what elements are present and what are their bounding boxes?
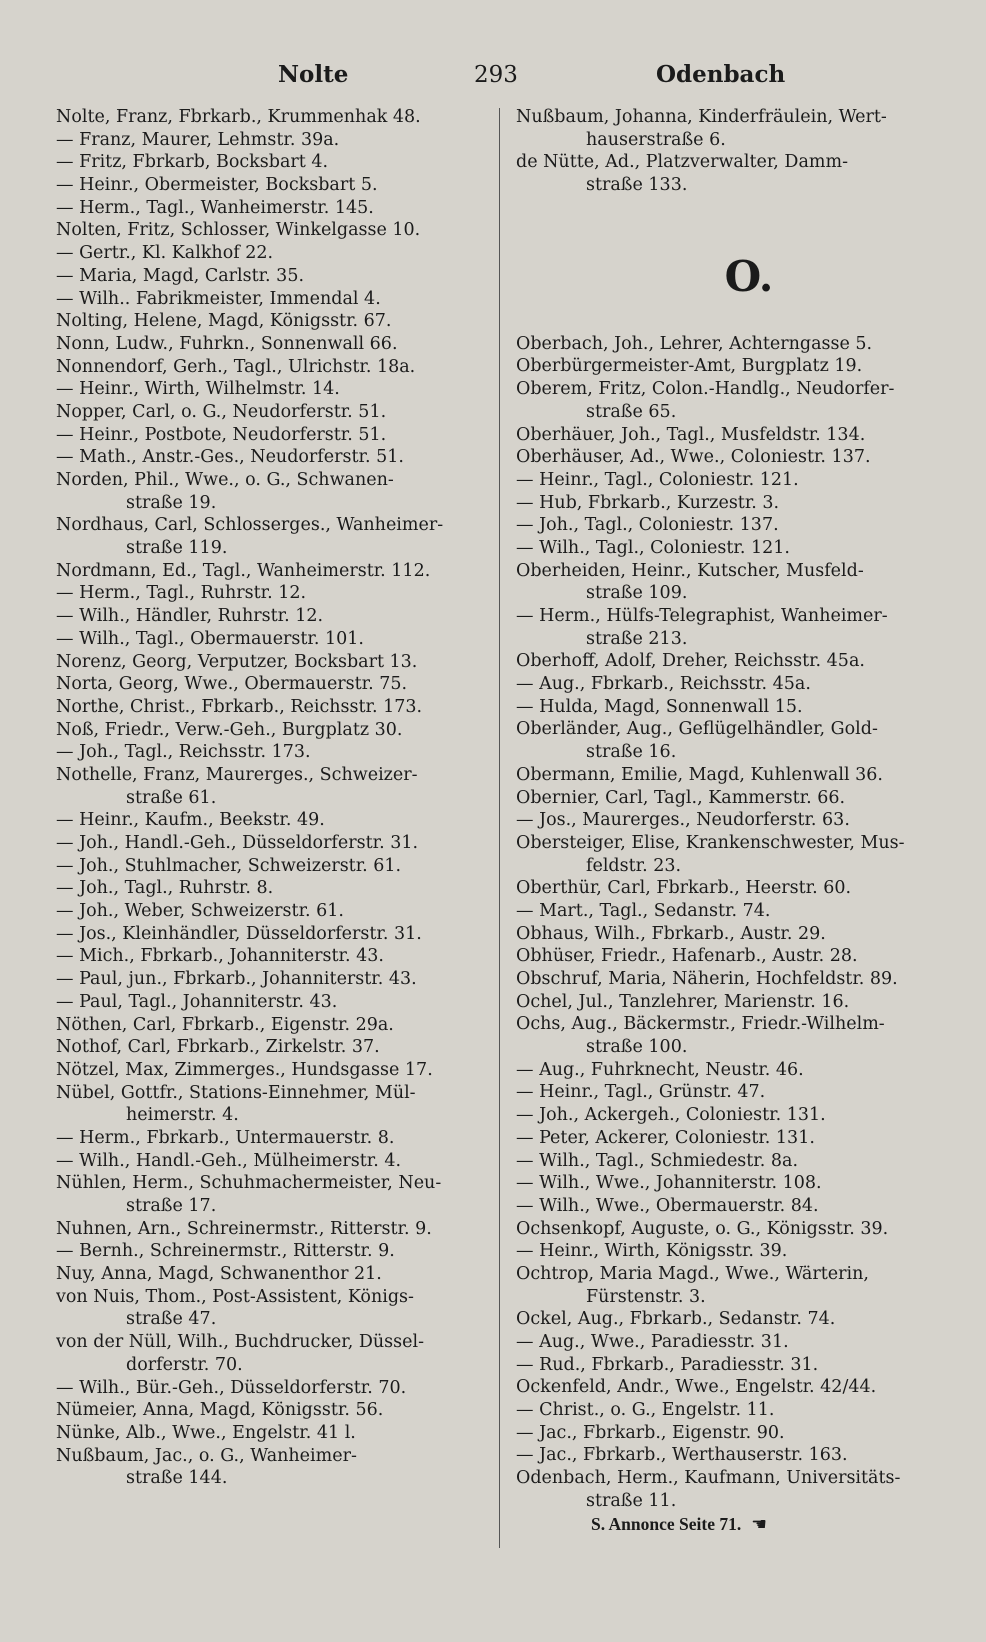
directory-entry: Oberhäuer, Joh., Tagl., Musfeldstr. 134. bbox=[516, 424, 866, 445]
column-divider bbox=[499, 108, 500, 1548]
directory-entry: — Christ., o. G., Engelstr. 11. bbox=[516, 1400, 775, 1421]
directory-entry: straße 100. bbox=[586, 1037, 688, 1058]
directory-entry: Norta, Georg, Wwe., Obermauerstr. 75. bbox=[56, 674, 408, 695]
directory-entry: — Aug., Fuhrknecht, Neustr. 46. bbox=[516, 1059, 804, 1080]
directory-entry: Oberländer, Aug., Geflügelhändler, Gold- bbox=[516, 719, 878, 740]
directory-entry: Oberhäuser, Ad., Wwe., Coloniestr. 137. bbox=[516, 447, 871, 468]
directory-entry: Ockenfeld, Andr., Wwe., Engelstr. 42/44. bbox=[516, 1377, 877, 1398]
annonce-reference bbox=[516, 1513, 982, 1536]
left-column bbox=[56, 106, 484, 1556]
right-column bbox=[516, 106, 982, 1556]
directory-entry: — Paul, jun., Fbrkarb., Johanniterstr. 43. bbox=[56, 969, 417, 990]
directory-entry: Ochs, Aug., Bäckermstr., Friedr.-Wilhelm- bbox=[516, 1014, 885, 1035]
header-right-keyword: Odenbach bbox=[656, 61, 786, 88]
directory-entry: — Gertr., Kl. Kalkhof 22. bbox=[56, 243, 274, 264]
directory-entry: — Joh., Handl.-Geh., Düsseldorferstr. 31. bbox=[56, 833, 419, 853]
directory-entry: dorferstr. 70. bbox=[126, 1354, 243, 1375]
directory-entry: Nopper, Carl, o. G., Neudorferstr. 51. bbox=[56, 401, 387, 422]
directory-entry: — Wilh., Tagl., Schmiedestr. 8a. bbox=[516, 1150, 799, 1171]
directory-entry: Nolting, Helene, Magd, Königsstr. 67. bbox=[56, 311, 392, 332]
directory-entry: straße 19. bbox=[126, 492, 217, 513]
directory-entry: Nolte, Franz, Fbrkarb., Krummenhak 48. bbox=[56, 107, 421, 127]
directory-entry: Norenz, Georg, Verputzer, Bocksbart 13. bbox=[56, 651, 418, 672]
directory-entry: hauserstraße 6. bbox=[586, 129, 726, 150]
directory-entry: Oberhoff, Adolf, Dreher, Reichsstr. 45a. bbox=[516, 651, 865, 672]
directory-entry: — Heinr., Kaufm., Beekstr. 49. bbox=[56, 810, 325, 831]
directory-entry: Obhaus, Wilh., Fbrkarb., Austr. 29. bbox=[516, 923, 826, 944]
directory-entry: — Wilh., Wwe., Johanniterstr. 108. bbox=[516, 1173, 822, 1194]
directory-entry: straße 119. bbox=[126, 538, 228, 559]
directory-entry: straße 11. bbox=[586, 1490, 677, 1511]
directory-entry: Nordmann, Ed., Tagl., Wanheimerstr. 112. bbox=[56, 560, 431, 581]
directory-entry: — Mart., Tagl., Sedanstr. 74. bbox=[516, 900, 771, 921]
directory-entry: — Jac., Fbrkarb., Eigenstr. 90. bbox=[516, 1422, 785, 1443]
directory-entry: — Wilh., Tagl., Coloniestr. 121. bbox=[516, 537, 790, 558]
right-column-continuation bbox=[516, 106, 982, 197]
directory-entry: — Aug., Wwe., Paradiesstr. 31. bbox=[516, 1332, 789, 1352]
directory-entry: — Jos., Kleinhändler, Düsseldorferstr. 31. bbox=[56, 923, 422, 944]
directory-entry: Nümeier, Anna, Magd, Königsstr. 56. bbox=[56, 1400, 384, 1421]
directory-entry: Obermann, Emilie, Magd, Kuhlenwall 36. bbox=[516, 764, 883, 785]
directory-entry: Oberheiden, Heinr., Kutscher, Musfeld- bbox=[516, 560, 864, 581]
directory-entry: Nötzel, Max, Zimmerges., Hundsgasse 17. bbox=[56, 1059, 433, 1080]
directory-entry: straße 144. bbox=[126, 1468, 228, 1489]
directory-entry: — Heinr., Wirth, Wilhelmstr. 14. bbox=[56, 379, 340, 400]
directory-entry: — Jac., Fbrkarb., Werthauserstr. 163. bbox=[516, 1445, 848, 1466]
directory-entry: — Aug., Fbrkarb., Reichsstr. 45a. bbox=[516, 674, 811, 695]
directory-entry: Ochsenkopf, Auguste, o. G., Königsstr. 39. bbox=[516, 1218, 889, 1239]
page-number: 293 bbox=[474, 62, 518, 88]
directory-entry: — Paul, Tagl., Johanniterstr. 43. bbox=[56, 991, 338, 1012]
directory-entry: Nuhnen, Arn., Schreinermstr., Ritterstr. 9. bbox=[56, 1218, 432, 1239]
directory-entry: Oberbach, Joh., Lehrer, Achterngasse 5. bbox=[516, 333, 873, 354]
directory-entry: — Herm., Tagl., Ruhrstr. 12. bbox=[56, 583, 307, 604]
directory-entry: straße 65. bbox=[586, 401, 677, 422]
directory-entry: — Heinr., Postbote, Neudorferstr. 51. bbox=[56, 424, 387, 445]
directory-entry: straße 16. bbox=[586, 742, 677, 763]
page-header bbox=[0, 58, 986, 92]
directory-entry: Noß, Friedr., Verw.-Geh., Burgplatz 30. bbox=[56, 719, 403, 740]
directory-entry: Nünke, Alb., Wwe., Engelstr. 41 l. bbox=[56, 1422, 356, 1443]
directory-entry: Fürstenstr. 3. bbox=[586, 1286, 706, 1307]
directory-entry: Oberthür, Carl, Fbrkarb., Heerstr. 60. bbox=[516, 878, 852, 899]
directory-entry: — Hub, Fbrkarb., Kurzestr. 3. bbox=[516, 492, 780, 513]
directory-entry: — Rud., Fbrkarb., Paradiesstr. 31. bbox=[516, 1354, 819, 1375]
directory-entry: — Herm., Tagl., Wanheimerstr. 145. bbox=[56, 197, 374, 218]
directory-entry: straße 133. bbox=[586, 175, 688, 196]
pointing-hand-icon: ☚ bbox=[751, 1513, 767, 1534]
directory-entry: Ochtrop, Maria Magd., Wwe., Wärterin, bbox=[516, 1263, 869, 1284]
directory-entry: Nonnendorf, Gerh., Tagl., Ulrichstr. 18a. bbox=[56, 356, 416, 377]
directory-entry: — Peter, Ackerer, Coloniestr. 131. bbox=[516, 1127, 815, 1148]
directory-entry: Nuy, Anna, Magd, Schwanenthor 21. bbox=[56, 1264, 382, 1285]
directory-entry: Obschruf, Maria, Näherin, Hochfeldstr. 89. bbox=[516, 969, 898, 989]
directory-entry: — Hulda, Magd, Sonnenwall 15. bbox=[516, 696, 803, 717]
directory-entry: — Wilh., Händler, Ruhrstr. 12. bbox=[56, 606, 324, 627]
directory-entry: — Maria, Magd, Carlstr. 35. bbox=[56, 265, 305, 286]
directory-entry: feldstr. 23. bbox=[586, 855, 682, 876]
directory-entry: — Herm., Hülfs-Telegraphist, Wanheimer- bbox=[516, 606, 888, 626]
directory-entry: — Heinr., Tagl., Coloniestr. 121. bbox=[516, 469, 799, 490]
directory-entry: Nothof, Carl, Fbrkarb., Zirkelstr. 37. bbox=[56, 1037, 380, 1058]
directory-entry: — Joh., Tagl., Reichsstr. 173. bbox=[56, 742, 311, 763]
directory-entry: von Nuis, Thom., Post-Assistent, Königs- bbox=[56, 1286, 414, 1307]
directory-entry: — Wilh., Bür.-Geh., Düsseldorferstr. 70. bbox=[56, 1377, 407, 1398]
right-column-entries bbox=[516, 333, 982, 1513]
directory-entry: — Wilh., Tagl., Obermauerstr. 101. bbox=[56, 628, 364, 649]
header-left-keyword: Nolte bbox=[278, 61, 349, 88]
directory-entry: — Heinr., Tagl., Grünstr. 47. bbox=[516, 1082, 766, 1103]
directory-entry: — Heinr., Obermeister, Bocksbart 5. bbox=[56, 175, 378, 196]
directory-entry: straße 213. bbox=[586, 628, 688, 649]
directory-entry: — Wilh.. Fabrikmeister, Immendal 4. bbox=[56, 288, 381, 309]
directory-entry: Oberbürgermeister-Amt, Burgplatz 19. bbox=[516, 356, 863, 377]
directory-entry: Nothelle, Franz, Maurerges., Schweizer- bbox=[56, 764, 418, 785]
directory-entry: de Nütte, Ad., Platzverwalter, Damm- bbox=[516, 152, 848, 173]
directory-entry: — Joh., Stuhlmacher, Schweizerstr. 61. bbox=[56, 855, 402, 876]
directory-entry: Obersteiger, Elise, Krankenschwester, Mus- bbox=[516, 832, 905, 853]
directory-entry: Nühlen, Herm., Schuhmachermeister, Neu- bbox=[56, 1173, 442, 1194]
directory-entry: — Heinr., Wirth, Königsstr. 39. bbox=[516, 1241, 788, 1262]
annonce-text: S. Annonce Seite 71. bbox=[591, 1513, 742, 1534]
directory-entry: Ockel, Aug., Fbrkarb., Sedanstr. 74. bbox=[516, 1309, 836, 1330]
directory-entry: Nöthen, Carl, Fbrkarb., Eigenstr. 29a. bbox=[56, 1014, 394, 1035]
directory-entry: — Franz, Maurer, Lehmstr. 39a. bbox=[56, 129, 340, 150]
directory-entry: Nußbaum, Jac., o. G., Wanheimer- bbox=[56, 1445, 357, 1466]
directory-entry: Nolten, Fritz, Schlosser, Winkelgasse 10. bbox=[56, 220, 421, 241]
directory-entry: — Joh., Tagl., Ruhrstr. 8. bbox=[56, 878, 274, 899]
directory-entry: Nonn, Ludw., Fuhrkn., Sonnenwall 66. bbox=[56, 333, 398, 354]
directory-entry: Nußbaum, Johanna, Kinderfräulein, Wert- bbox=[516, 107, 887, 127]
directory-entry: — Joh., Tagl., Coloniestr. 137. bbox=[516, 515, 779, 536]
directory-entry: straße 47. bbox=[126, 1309, 217, 1330]
directory-entry: Northe, Christ., Fbrkarb., Reichsstr. 173. bbox=[56, 696, 423, 717]
directory-entry: — Herm., Fbrkarb., Untermauerstr. 8. bbox=[56, 1127, 395, 1148]
section-letter: O. bbox=[724, 251, 774, 301]
directory-entry: Ochel, Jul., Tanzlehrer, Marienstr. 16. bbox=[516, 991, 850, 1012]
directory-entry: straße 61. bbox=[126, 787, 217, 808]
directory-entry: — Joh., Ackergeh., Coloniestr. 131. bbox=[516, 1105, 826, 1126]
directory-entry: straße 17. bbox=[126, 1196, 217, 1216]
directory-entry: heimerstr. 4. bbox=[126, 1105, 239, 1126]
directory-entry: — Math., Anstr.-Ges., Neudorferstr. 51. bbox=[56, 447, 404, 468]
directory-entry: — Joh., Weber, Schweizerstr. 61. bbox=[56, 901, 344, 922]
directory-entry: von der Nüll, Wilh., Buchdrucker, Düssel- bbox=[56, 1332, 424, 1353]
directory-entry: — Jos., Maurerges., Neudorferstr. 63. bbox=[516, 810, 850, 831]
directory-entry: Obhüser, Friedr., Hafenarb., Austr. 28. bbox=[516, 946, 858, 967]
directory-entry: Obernier, Carl, Tagl., Kammerstr. 66. bbox=[516, 787, 846, 808]
directory-entry: — Mich., Fbrkarb., Johanniterstr. 43. bbox=[56, 946, 384, 967]
directory-entry: Norden, Phil., Wwe., o. G., Schwanen- bbox=[56, 470, 394, 490]
directory-entry: Oberem, Fritz, Colon.-Handlg., Neudorfer- bbox=[516, 379, 895, 400]
directory-entry: — Wilh., Handl.-Geh., Mülheimerstr. 4. bbox=[56, 1150, 402, 1171]
directory-entry: — Bernh., Schreinermstr., Ritterstr. 9. bbox=[56, 1241, 395, 1262]
directory-entry: — Fritz, Fbrkarb, Bocksbart 4. bbox=[56, 152, 329, 173]
directory-entry: Odenbach, Herm., Kaufmann, Universitäts- bbox=[516, 1468, 901, 1489]
directory-entry: Nübel, Gottfr., Stations-Einnehmer, Mül- bbox=[56, 1082, 416, 1103]
directory-entry: straße 109. bbox=[586, 583, 688, 604]
directory-entry: Nordhaus, Carl, Schlosserges., Wanheimer- bbox=[56, 515, 444, 536]
directory-entry: — Wilh., Wwe., Obermauerstr. 84. bbox=[516, 1195, 819, 1216]
